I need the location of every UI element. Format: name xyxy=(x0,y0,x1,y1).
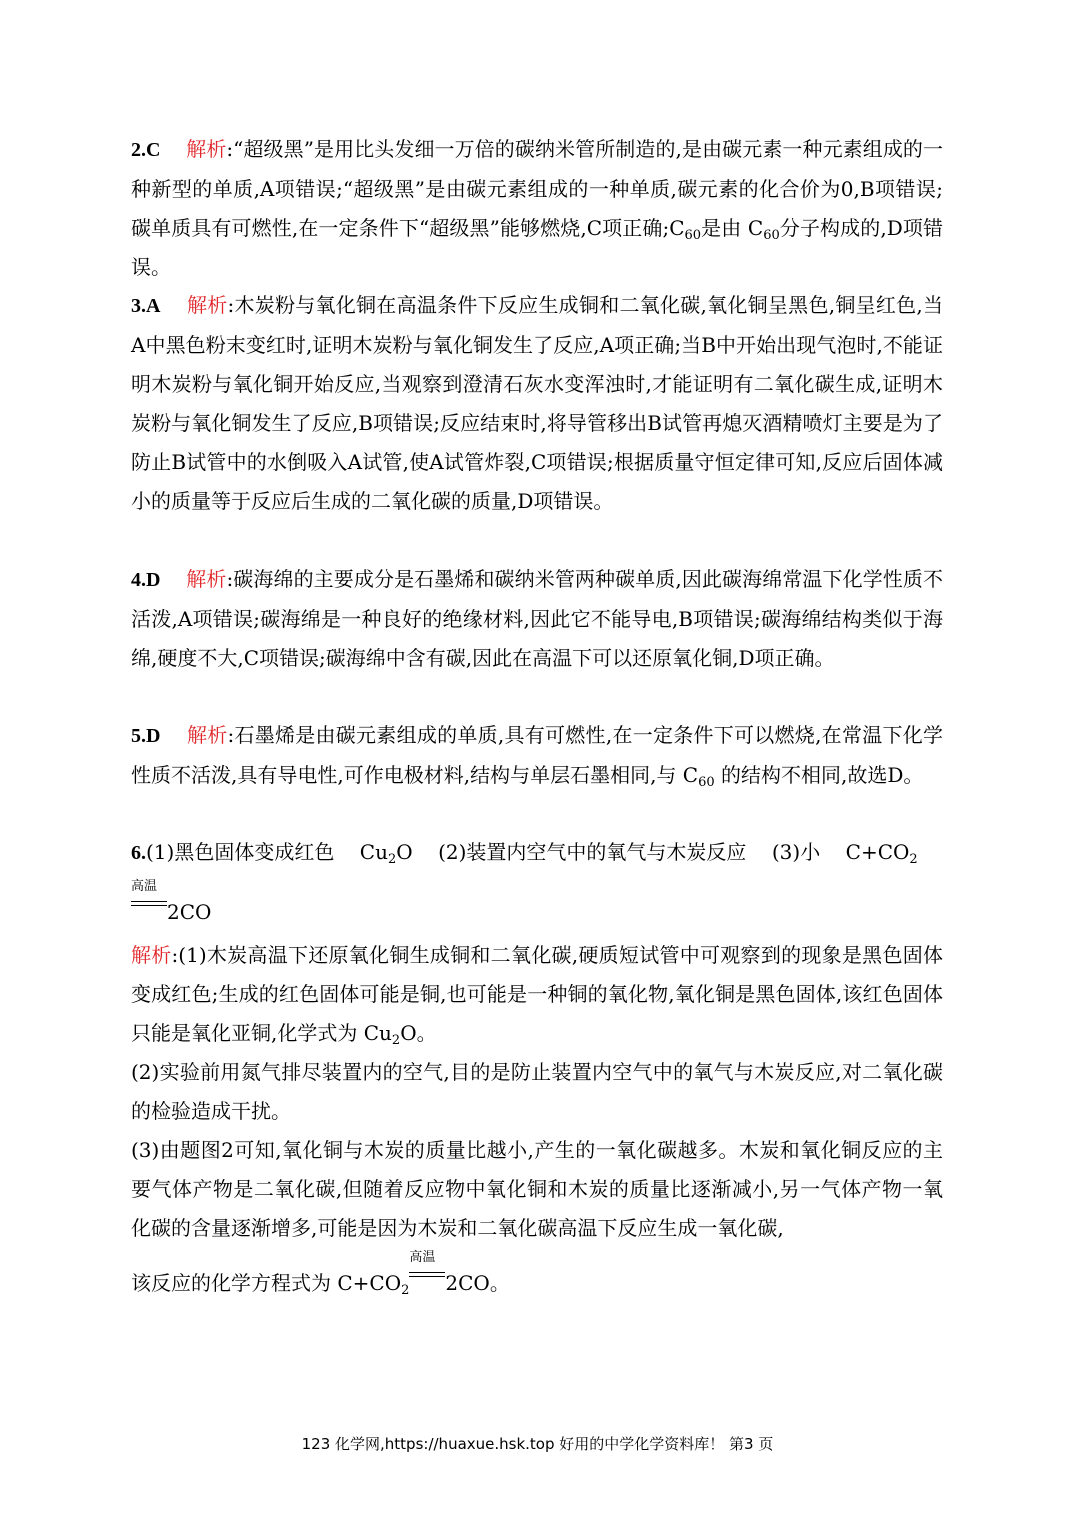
answer-2-number: 2.C xyxy=(131,139,161,161)
answer-6-part-2: (2)装置内空气中的氧气与木炭反应 xyxy=(438,840,747,864)
answer-6-final-equation xyxy=(131,1250,943,1303)
answer-2-c60-b: $C_{60}$ xyxy=(747,216,780,243)
answer-2-c60-a: $C_{60}$ xyxy=(669,216,702,243)
answer-5-text-a: :石墨烯是由碳元素组成的单质,具有可燃性,在一定条件下可以燃烧,在常温下化学性质不活泼,具有导电性,可作电极材料,结构与单层石墨相同,与 xyxy=(131,723,943,787)
answer-6-number: 6. xyxy=(131,842,146,864)
answer-2-text-b: 是由 xyxy=(701,216,742,240)
answer-5-c60: $C_{60}$ xyxy=(682,763,715,790)
answer-3 xyxy=(131,286,943,521)
answer-6-analysis-3-text: (3)由题图2可知,氧化铜与木炭的质量比越小,产生的一氧化碳越多。木炭和氧化铜反应的主要气体产物是二氧化碳,但随着反应物中氧化铜和木炭的质量比逐渐减小,另一气体产物一氧化碳的含量逐渐增多,可能是因为木炭和二氧化碳高温下反应生成一氧化碳, xyxy=(131,1138,943,1240)
page-footer: 123 化学网,https://huaxue.hsk.top 好用的中学化学资料库！ 第3 页 xyxy=(301,1435,774,1453)
answer-6-equation-right: 2CO xyxy=(167,900,212,924)
answer-6-final-text: 该反应的化学方程式为 xyxy=(131,1271,331,1295)
answer-5 xyxy=(131,716,943,795)
answer-6-analysis-1-text: :(1)木炭高温下还原氧化铜生成铜和二氧化碳,硬质短试管中可观察到的现象是黑色固体变成红色;生成的红色固体可能是铜,也可能是一种铜的氧化物,氧化铜是黑色固体,该红色固体只能是氧化亚铜,化学式为 xyxy=(131,943,943,1045)
answer-5-analysis-label: 解析 xyxy=(186,723,228,747)
answer-6-analysis-cu2o: $Cu_2O$ xyxy=(363,1021,417,1048)
answer-6-equation xyxy=(131,879,943,932)
answer-6 xyxy=(131,833,943,873)
answer-4-number: 4.D xyxy=(131,569,161,591)
answer-2-text-c: 分子构成的,D项错误。 xyxy=(131,216,943,279)
answer-4-text: :碳海绵的主要成分是石墨烯和碳纳米管两种碳单质,因此碳海绵常温下化学性质不活泼,A项错误;碳海绵是一种良好的绝缘材料,因此它不能导电,B项错误;碳海绵结构类似于海绵,硬度不大,C项错误;碳海绵中含有碳,因此在高温下可以还原氧化铜,D项正确。 xyxy=(131,567,943,670)
answer-5-number: 5.D xyxy=(131,725,161,747)
answer-3-number: 3.A xyxy=(131,295,161,317)
answer-2 xyxy=(131,130,943,287)
final-high-temperature-condition: 高温 xyxy=(409,1270,445,1290)
answer-3-analysis-label: 解析 xyxy=(186,293,228,317)
answer-4-analysis-label: 解析 xyxy=(186,567,227,591)
final-equation-left: $C+CO_2$ xyxy=(337,1271,410,1298)
answer-2-analysis-label: 解析 xyxy=(186,137,227,161)
answer-6-part-3: (3)小 xyxy=(771,840,821,864)
high-temperature-condition: 高温 xyxy=(131,899,167,919)
final-equation-end: 。 xyxy=(489,1271,510,1295)
answer-6-analysis-2 xyxy=(131,1053,943,1131)
answer-6-analysis-1 xyxy=(131,936,943,1053)
answer-3-text: :木炭粉与氧化铜在高温条件下反应生成铜和二氧化碳,氧化铜呈黑色,铜呈红色,当A中黑色粉末变红时,证明木炭粉与氧化铜发生了反应,A项正确;当B中开始出现气泡时,不能证明木炭粉与氧化铜开始反应,当观察到澄清石灰水变浑浊时,才能证明有二氧化碳生成,证明木炭粉与氧化铜发生了反应,B项错误;反应结束时,将导管移出B试管再熄灭酒精喷灯主要是为了防止B试管中的水倒吸入A试管,使A试管炸裂,C项错误;根据质量守恒定律可知,反应后固体减小的质量等于反应后生成的二氧化碳的质量,D项错误。 xyxy=(131,293,943,513)
final-equation-right: 2CO xyxy=(445,1271,490,1295)
answer-6-analysis-3 xyxy=(131,1131,943,1248)
answer-4 xyxy=(131,560,943,678)
answer-6-analysis-2-text: (2)实验前用氮气排尽装置内的空气,目的是防止装置内空气中的氧气与木炭反应,对二氧化碳的检验造成干扰。 xyxy=(131,1060,943,1123)
answer-6-equation-left: $C+CO_2$ xyxy=(845,840,918,867)
answer-6-analysis-label: 解析 xyxy=(131,943,172,967)
answer-6-cu2o: $Cu_2O$ xyxy=(359,840,413,867)
answer-6-analysis-1-end: 。 xyxy=(416,1021,437,1045)
answer-6-part-1: (1)黑色固体变成红色 xyxy=(146,840,335,864)
answer-5-text-b: 的结构不相同,故选D。 xyxy=(721,763,924,787)
answer-2-text-a: :“超级黑”是用比头发细一万倍的碳纳米管所制造的,是由碳元素一种元素组成的一种新型的单质,A项错误;“超级黑”是由碳元素组成的一种单质,碳元素的化合价为0,B项错误;碳单质具有可燃性,在一定条件下“超级黑”能够燃烧,C项正确; xyxy=(131,137,944,240)
